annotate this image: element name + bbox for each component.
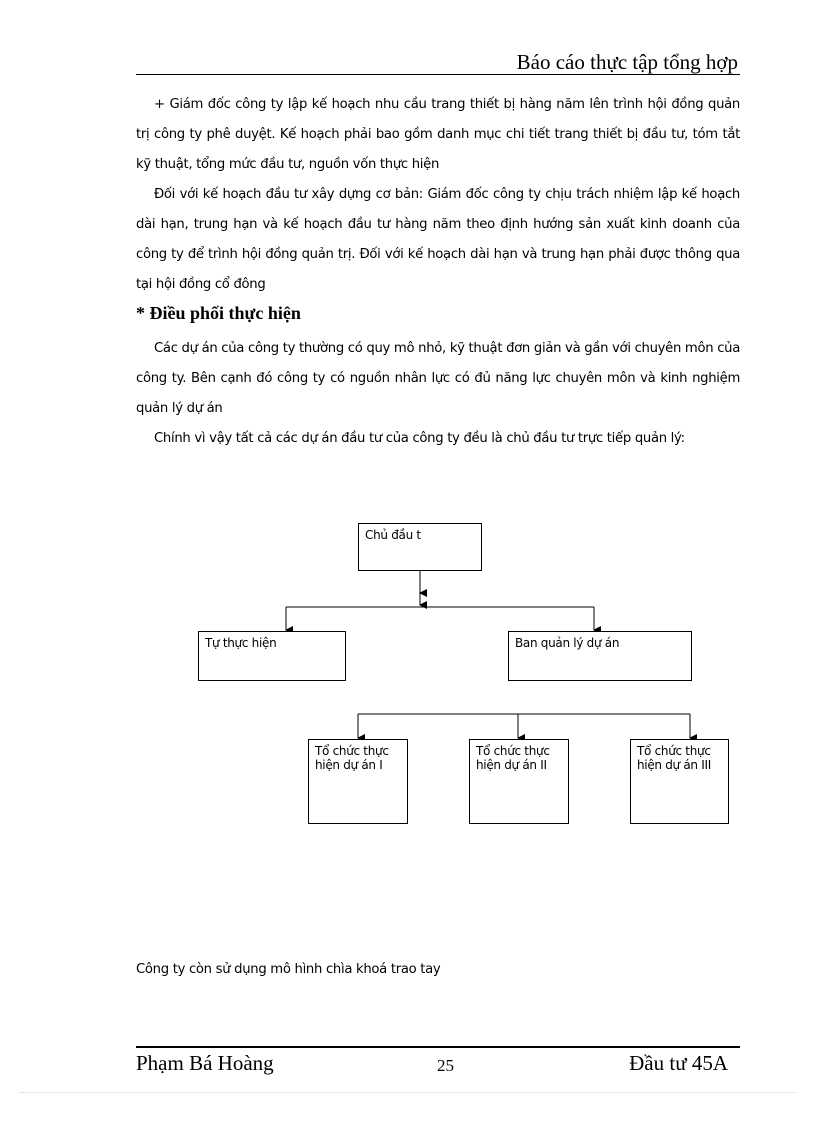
paragraph-3: Các dự án của công ty thường có quy mô nhỏ, kỹ thuật đơn giản và gần với chuyên môn của công ty. Bên cạnh đó công ty có nguồn nhân lực có đủ năng lực chuyên môn và kinh nghiệm quản lý dự án <box>136 341 740 416</box>
box-org1: Tổ chức thực hiện dự án I <box>308 739 408 824</box>
paragraph-4: Chính vì vậy tất cả các dự án đầu tư của công ty đều là chủ đầu tư trực tiếp quản lý: <box>154 431 685 446</box>
page-bottom-dotted-line <box>20 1092 796 1093</box>
header-title: Báo cáo thực tập tổng hợp <box>516 50 738 74</box>
box-org3: Tổ chức thực hiện dự án III <box>630 739 729 824</box>
paragraph-2: Đối với kế hoạch đầu tư xây dựng cơ bản: Giám đốc công ty chịu trách nhiệm lập kế hoạch dài hạn, trung hạn và kế hoạch đầu tư hàng năm theo định hướng sản xuất kinh doanh của công ty để trình hội đồng quản trị. Đối với kế hoạch dài hạn và trung hạn phải được thông qua tại hội đồng cổ đông <box>136 187 740 292</box>
box-self-execute: Tự thực hiện <box>198 631 346 681</box>
footer-page-number: 25 <box>437 1056 454 1075</box>
paragraph-1: + Giám đốc công ty lập kế hoạch nhu cầu trang thiết bị hàng năm lên trình hội đồng quản trị công ty phê duyệt. Kế hoạch phải bao gồm danh mục chi tiết trang thiết bị đầu tư, tóm tắt kỹ thuật, tổng mức đầu tư, nguồn vốn thực hiện <box>136 97 740 172</box>
footer-rule <box>136 1046 740 1048</box>
closing-line: Công ty còn sử dụng mô hình chìa khoá trao tay <box>136 962 441 977</box>
footer-author: Phạm Bá Hoàng <box>136 1051 274 1075</box>
footer-class: Đầu tư 45A <box>629 1051 728 1075</box>
section-heading: * Điều phối thực hiện <box>136 303 301 323</box>
box-owner: Chủ đầu t <box>358 523 482 571</box>
box-org2: Tổ chức thực hiện dự án II <box>469 739 569 824</box>
box-pmu: Ban quản lý dự án <box>508 631 692 681</box>
